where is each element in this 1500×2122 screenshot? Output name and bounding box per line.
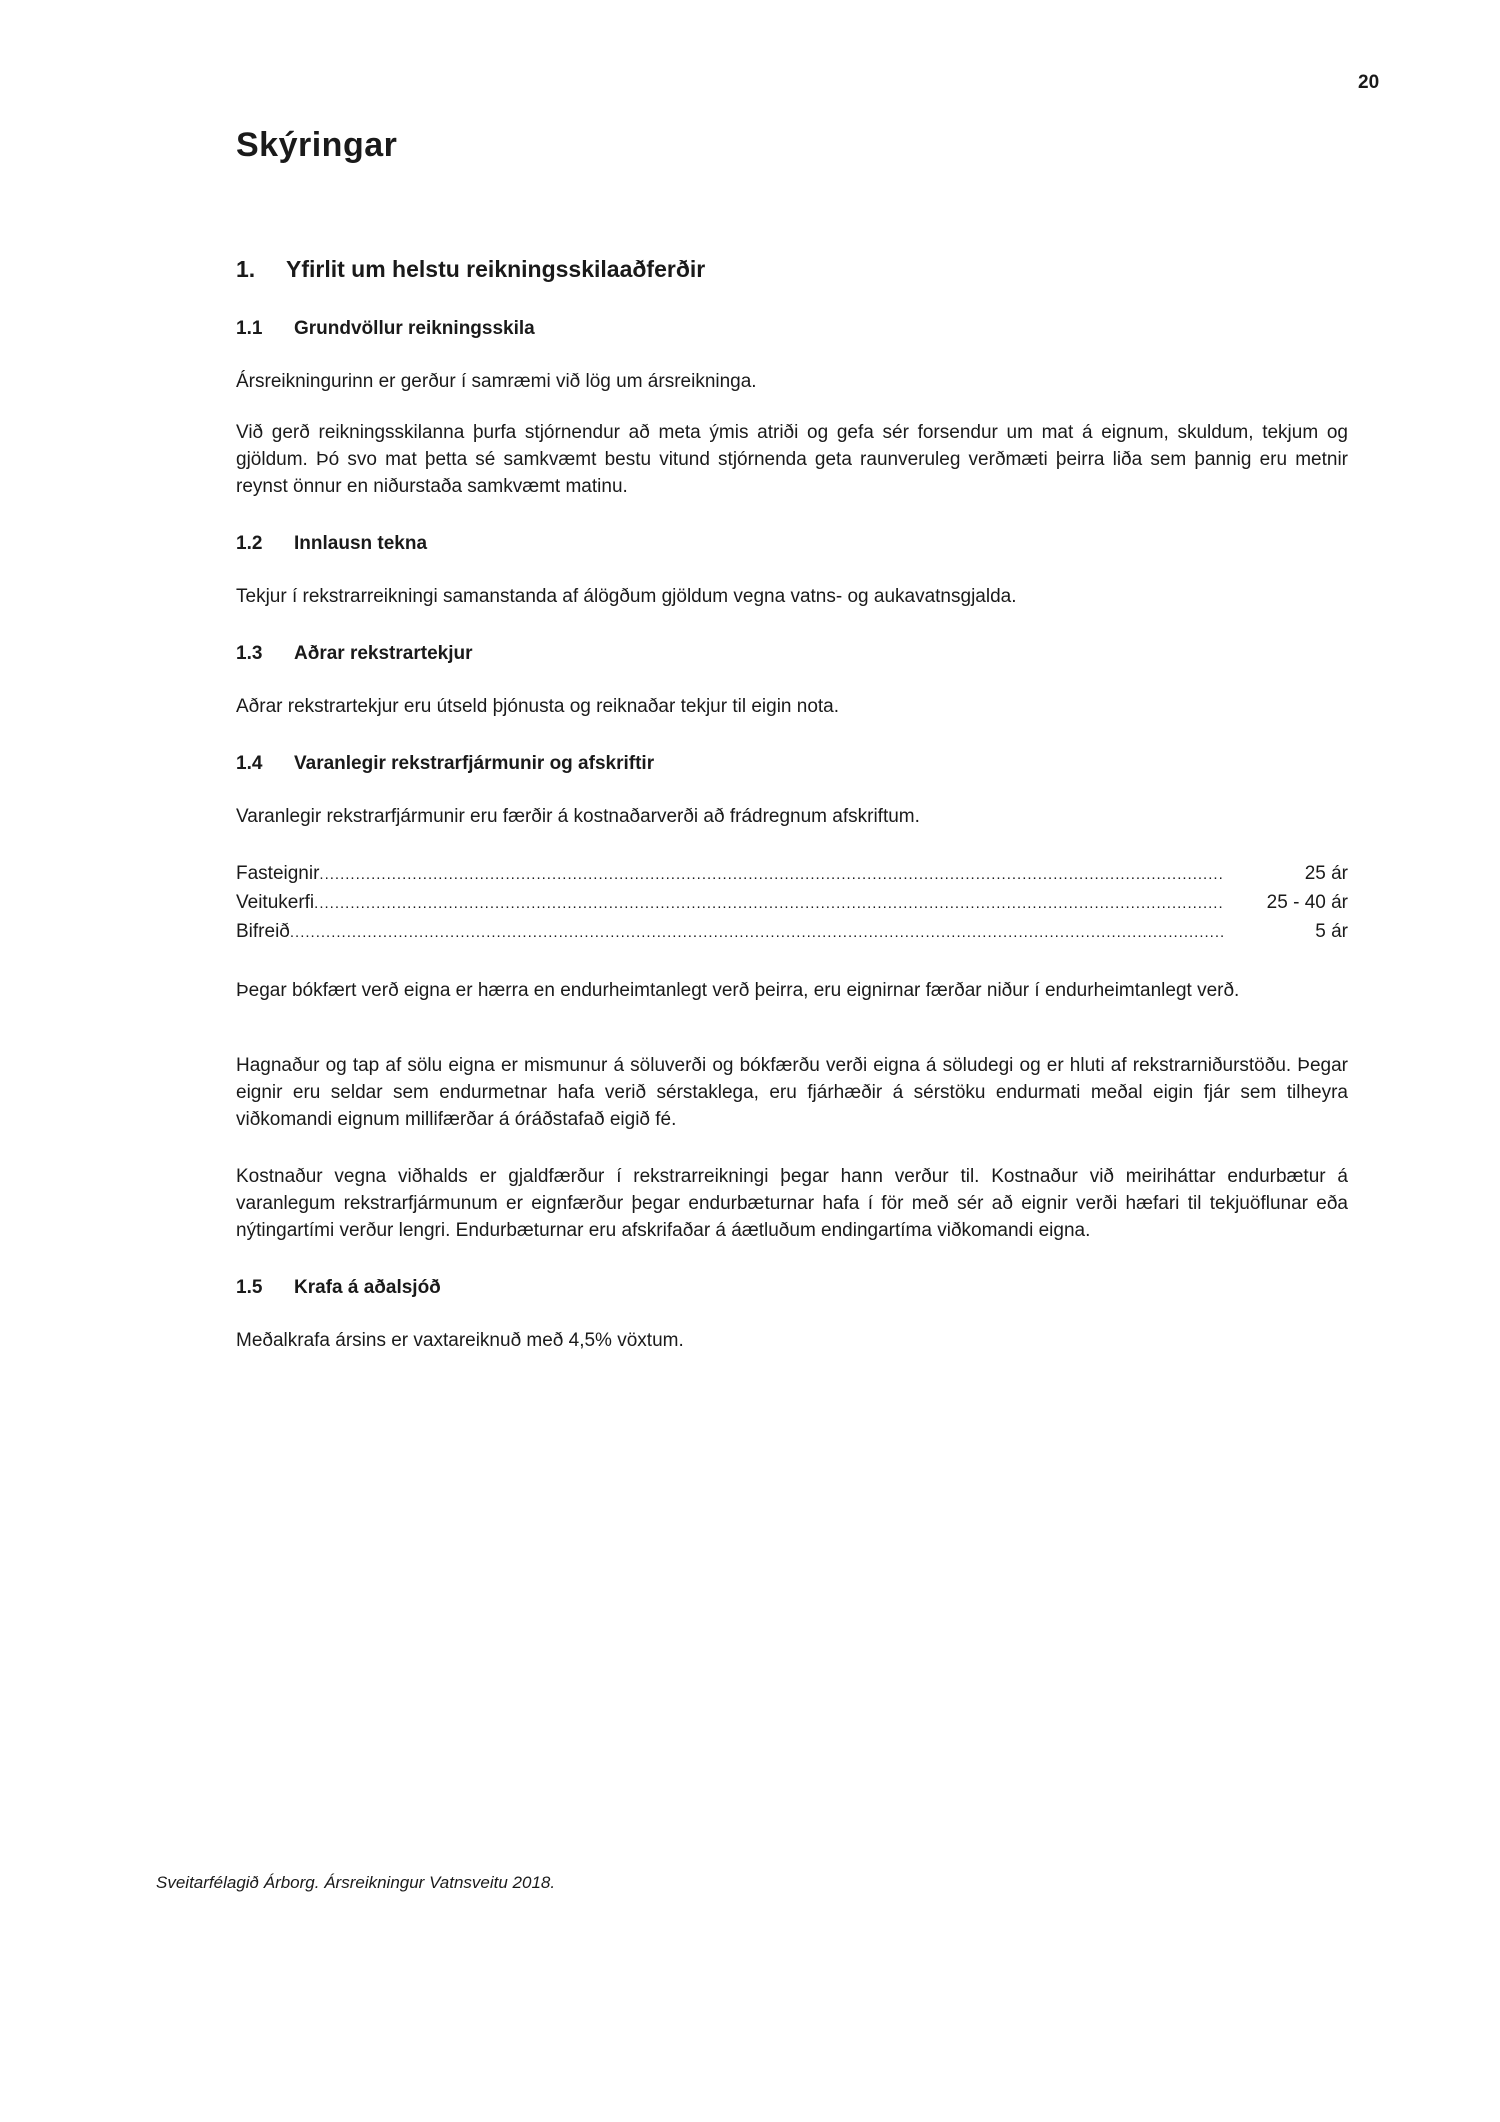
useful-life-table (236, 860, 1348, 947)
page-title: Skýringar (236, 126, 398, 164)
section-title: Yfirlit um helstu reikningsskilaaðferðir (286, 256, 706, 282)
asset-name: Bifreið (236, 921, 290, 942)
subsection-title: Aðrar rekstrartekjur (294, 643, 473, 664)
subsection-heading-1-2 (236, 530, 1348, 557)
useful-life-row (236, 860, 1348, 889)
paragraph: Varanlegir rekstrarfjármunir eru færðir á kostnaðarverði að frádregnum afskriftum. (236, 806, 920, 827)
paragraph: Ársreikningurinn er gerður í samræmi við lög um ársreikninga. (236, 371, 757, 392)
subsection-heading-1-1 (236, 315, 1348, 342)
subsection-title: Krafa á aðalsjóð (294, 1277, 441, 1298)
dot-leader (290, 919, 1224, 946)
subsection-heading-1-3 (236, 640, 1348, 667)
paragraph: Við gerð reikningsskilanna þurfa stjórnendur að meta ýmis atriði og gefa sér forsendur um mat á eignum, skuldum, tekjum og gjöldum. Þó svo mat þetta sé samkvæmt bestu vitund stjórnenda geta raunveruleg verðmæti þeirra liða sem þannig eru metnir reynst önnur en niðurstaða samkvæmt matinu. (236, 422, 1348, 497)
paragraph: Kostnaður vegna viðhalds er gjaldfærður í rekstrarreikningi þegar hann verður til. Kostnaður við meiriháttar endurbætur á varanlegum rekstrarfjármunum er eignfærður þegar endurbæturnar hafa í för með sér að eignir verði hæfari til tekjuöflunar eða nýtingartími verður lengri. Endurbæturnar eru afskrifaðar á áætluðum endingartíma viðkomandi eigna. (236, 1166, 1348, 1241)
subsection-title: Innlausn tekna (294, 533, 428, 554)
subsection-title: Grundvöllur reikningsskila (294, 318, 535, 339)
useful-life-row (236, 889, 1348, 918)
useful-life-value: 5 ár (1315, 921, 1348, 942)
asset-name: Veitukerfi (236, 892, 315, 913)
section-number: 1. (236, 256, 256, 282)
subsection-number: 1.4 (236, 753, 263, 774)
subsection-number: 1.5 (236, 1277, 263, 1298)
dot-leader (314, 890, 1224, 917)
subsection-number: 1.1 (236, 318, 263, 339)
paragraph: Þegar bókfært verð eigna er hærra en endurheimtanlegt verð þeirra, eru eignirnar færðar niður í endurheimtanlegt verð. (236, 980, 1240, 1001)
paragraph: Aðrar rekstrartekjur eru útseld þjónusta og reiknaðar tekjur til eigin nota. (236, 696, 840, 717)
notes-body (236, 256, 1348, 1354)
page-number: 20 (1358, 72, 1380, 93)
subsection-title: Varanlegir rekstrarfjármunir og afskriftir (294, 753, 655, 774)
section-heading (236, 256, 1348, 283)
asset-name: Fasteignir (236, 863, 320, 884)
page-footer: Sveitarfélagið Árborg. Ársreikningur Vatnsveitu 2018. (156, 1873, 556, 1892)
paragraph: Hagnaður og tap af sölu eigna er mismunur á söluverði og bókfærðu verði eigna á söludegi og er hluti af rekstrarniðurstöðu. Þegar eignir eru seldar sem endurmetnar hafa verið sérstaklega, eru fjárhæðir á sérstöku endurmati meðal eigin fjár sem tilheyra viðkomandi eignum millifærðar á óráðstafað eigið fé. (236, 1055, 1348, 1130)
subsection-number: 1.3 (236, 643, 263, 664)
useful-life-value: 25 - 40 ár (1266, 892, 1348, 913)
paragraph: Meðalkrafa ársins er vaxtareiknuð með 4,5% vöxtum. (236, 1330, 684, 1351)
useful-life-row (236, 918, 1348, 947)
subsection-number: 1.2 (236, 533, 263, 554)
subsection-heading-1-5 (236, 1274, 1348, 1301)
subsection-heading-1-4 (236, 750, 1348, 777)
dot-leader (319, 861, 1224, 888)
paragraph: Tekjur í rekstrarreikningi samanstanda af álögðum gjöldum vegna vatns- og aukavatnsgjalda. (236, 586, 1017, 607)
useful-life-value: 25 ár (1304, 863, 1348, 884)
